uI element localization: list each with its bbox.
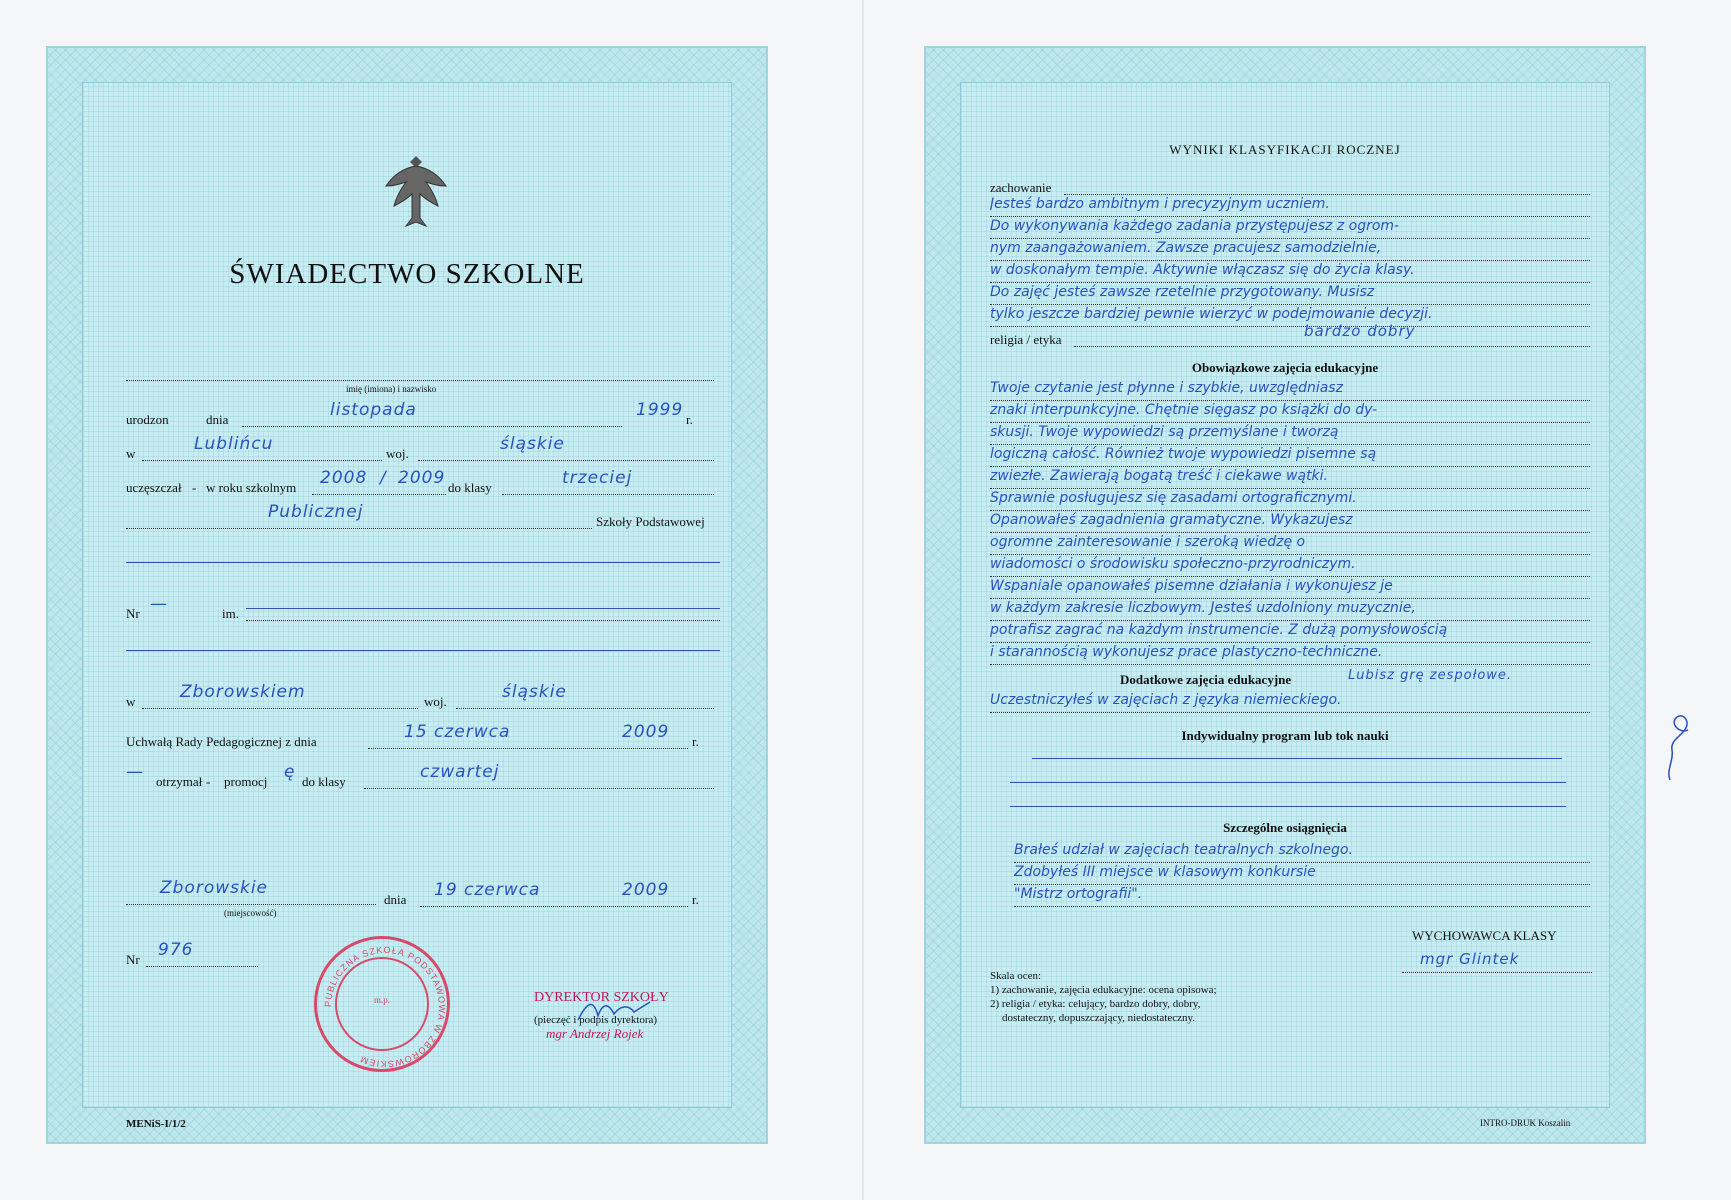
individual-strike-3 — [1010, 806, 1566, 807]
school-type-line — [126, 528, 592, 529]
received-suffix: - — [206, 774, 211, 789]
mandatory-line: skusji. Twoje wypowiedzi są przemyślane i tworzą — [990, 424, 1590, 445]
scale-line-3: dostateczny, dopuszczający, niedostateczny. — [1002, 1012, 1196, 1024]
promotion-label: promocj — [224, 774, 268, 789]
mandatory-heading: Obowiązkowe zajęcia edukacyjne — [1191, 360, 1379, 375]
mandatory-line: Opanowałeś zagadnienia gramatyczne. Wykazujesz — [990, 512, 1590, 533]
achievement-line: Zdobyłeś III miejsce w klasowym konkursie — [1014, 864, 1590, 885]
results-header: WYNIKI KLASYFIKACJI ROCZNEJ — [1169, 142, 1401, 157]
birth-year-suffix: r. — [686, 412, 693, 427]
school-type-label: Szkoły Podstawowej — [596, 514, 705, 529]
director-label: DYREKTOR SZKOŁY — [534, 990, 669, 1005]
nr-dash: — — [150, 594, 168, 614]
received-label: otrzymał — [156, 774, 203, 789]
teacher-label: WYCHOWAWCA KLASY — [1412, 928, 1557, 943]
issue-date: 19 czerwca — [434, 880, 541, 900]
school-city: Zborowskiem — [180, 682, 306, 702]
patron-line-2 — [126, 650, 720, 651]
conduct-line: Jesteś bardzo ambitnym i precyzyjnym uczniem. — [990, 196, 1590, 217]
in-label: w — [126, 446, 136, 461]
cert-nr-line — [146, 966, 258, 967]
class-label: do klasy — [448, 480, 492, 495]
achievement-line: Brałeś udział w zajęciach teatralnych szkolnego. — [1014, 842, 1590, 863]
patron-strike — [246, 608, 720, 609]
mandatory-line: ogromne zainteresowanie i szeroką wiedzę o — [990, 534, 1590, 555]
school-year-line — [312, 494, 446, 495]
eagle-emblem-icon — [376, 146, 456, 236]
issue-day-label: dnia — [384, 892, 407, 907]
conduct-line: nym zaangażowaniem. Zawsze pracujesz samodzielnie, — [990, 240, 1590, 261]
achievement-line: "Mistrz ortografii". — [1014, 886, 1590, 907]
school-stamp — [314, 936, 450, 1072]
conduct-line: w doskonałym tempie. Aktywnie włączasz się do życia klasy. — [990, 262, 1590, 283]
conduct-line: Do wykonywania każdego zadania przystępujesz z ogrom- — [990, 218, 1590, 239]
conduct-line: Do zajęć jesteś zawsze rzetelnie przygotowany. Musisz — [990, 284, 1590, 305]
page-fold — [862, 0, 864, 1200]
achievements-heading: Szczególne osiągnięcia — [1223, 820, 1347, 835]
results-page — [924, 46, 1646, 1144]
birth-date-line — [242, 426, 622, 427]
attended-suffix: - — [192, 480, 197, 495]
voiv-label: woj. — [386, 446, 409, 461]
mandatory-line: wiadomości o środowisku społeczno-przyrodniczym. — [990, 556, 1590, 577]
certificate-page — [46, 46, 768, 1144]
religion-label: religia / etyka — [990, 332, 1062, 347]
birth-place-line — [142, 460, 382, 461]
nr-label: Nr — [126, 606, 140, 621]
class-value: trzeciej — [562, 468, 633, 488]
patron-line — [246, 620, 720, 621]
school-name-line — [126, 562, 720, 563]
to-class-label: do klasy — [302, 774, 346, 789]
im-label: im. — [222, 606, 239, 621]
director-name: mgr Andrzej Rojek — [546, 1026, 644, 1041]
birth-voiv: śląskie — [500, 434, 565, 454]
scale-line-1: 1) zachowanie, zajęcia edukacyjne: ocena opisowa; — [990, 984, 1217, 996]
scale-title: Skala ocen: — [990, 970, 1042, 982]
issue-date-line — [420, 906, 688, 907]
printer-name: INTRO-DRUK Koszalin — [1480, 1118, 1571, 1128]
mandatory-line: w każdym zakresie liczbowym. Jesteś uzdolniony muzycznie, — [990, 600, 1590, 621]
stamp-text: PUBLICZNA SZKOŁA PODSTAWOWA W ZBOROWSKIEM — [322, 944, 448, 1070]
religion-line — [1074, 346, 1590, 347]
margin-signature — [1660, 700, 1700, 790]
mandatory-line: Wspaniale opanowałeś pisemne działania i wykonujesz je — [990, 578, 1590, 599]
class-line — [502, 494, 714, 495]
promotion-suffix: ę — [284, 762, 296, 782]
day-label: dnia — [206, 412, 229, 427]
birth-month: listopada — [330, 400, 417, 420]
born-label: urodzon — [126, 412, 169, 427]
issue-place: Zborowskie — [160, 878, 269, 898]
school-city-line — [142, 708, 418, 709]
individual-strike-2 — [1010, 782, 1566, 783]
city-in-label: w — [126, 694, 136, 709]
school-voiv-label: woj. — [424, 694, 447, 709]
mandatory-line: zwiezłe. Zawierają bogatą treść i ciekawe wątki. — [990, 468, 1590, 489]
form-code: MENiS-I/1/2 — [126, 1118, 186, 1130]
birth-voiv-line — [418, 460, 714, 461]
mandatory-line: potrafisz zagrać na każdym instrumencie. Z dużą pomysłowością — [990, 622, 1590, 643]
director-caption: (pieczęć i podpis dyrektora) — [534, 1014, 658, 1026]
resolution-label: Uchwałą Rady Pedagogicznej z dnia — [126, 734, 317, 749]
next-class: czwartej — [420, 762, 500, 782]
extra-tail: Lubisz grę zespołowe. — [1348, 668, 1513, 683]
scale-line-2: 2) religia / etyka: celujący, bardzo dobry, dobry, — [990, 998, 1201, 1010]
birth-place: Lublińcu — [194, 434, 274, 454]
resolution-year: 2009 — [622, 722, 670, 742]
svg-text:PUBLICZNA SZKOŁA PODSTAWOWA W — [323, 945, 447, 1069]
mandatory-line: i starannością wykonujesz prace plastyczno-techniczne. — [990, 644, 1590, 665]
teacher-sign-line — [1402, 972, 1592, 973]
extra-heading: Dodatkowe zajęcia edukacyjne — [1120, 672, 1292, 687]
resolution-line — [368, 748, 688, 749]
certificate-title: ŚWIADECTWO SZKOLNE — [229, 258, 585, 290]
name-line — [126, 380, 714, 381]
cert-nr: 976 — [158, 940, 194, 960]
teacher-sign: mgr Glintek — [1420, 950, 1520, 968]
next-class-line — [364, 788, 714, 789]
school-year-start: 2008 — [320, 468, 368, 488]
school-voiv-line — [456, 708, 714, 709]
extra-line: Uczestniczyłeś w zajęciach z języka niemieckiego. — [990, 692, 1590, 713]
mandatory-line: Twoje czytanie jest płynne i szybkie, uwzględniasz — [990, 380, 1590, 401]
school-year-label: w roku szkolnym — [206, 480, 297, 495]
conduct-line: tylko jeszcze bardziej pewnie wierzyć w podejmowanie decyzji. — [990, 306, 1590, 327]
school-voiv: śląskie — [502, 682, 567, 702]
religion-grade: bardzo dobry — [1304, 322, 1416, 340]
cert-nr-label: Nr — [126, 952, 140, 967]
stamp-text-ring — [317, 939, 453, 1075]
mandatory-line: logiczną całość. Również twoje wypowiedzi pisemne są — [990, 446, 1590, 467]
individual-heading: Indywidualny program lub tok nauki — [1181, 728, 1389, 743]
issue-year: 2009 — [622, 880, 670, 900]
place-caption: (miejscowość) — [224, 908, 277, 918]
name-caption: imię (imiona) i nazwisko — [346, 384, 437, 394]
stamp-mp: m.p. — [373, 995, 390, 1005]
conduct-label: zachowanie — [990, 180, 1052, 195]
birth-year: 1999 — [636, 400, 684, 420]
mandatory-line: Sprawnie posługujesz się zasadami ortograficznymi. — [990, 490, 1590, 511]
individual-strike-1 — [1032, 758, 1562, 759]
issue-year-suffix: r. — [692, 892, 699, 907]
mandatory-line: znaki interpunkcyjne. Chętnie sięgasz po książki do dy- — [990, 402, 1590, 423]
school-type: Publicznej — [268, 502, 364, 522]
resolution-date: 15 czerwca — [404, 722, 511, 742]
issue-place-line — [126, 904, 376, 905]
received-prefix: — — [126, 762, 144, 782]
attended-label: uczęszczał — [126, 480, 182, 495]
resolution-year-suffix: r. — [692, 734, 699, 749]
conduct-first-line — [1064, 194, 1590, 195]
school-year-end: 2009 — [398, 468, 446, 488]
school-year-sep: / — [380, 468, 387, 488]
